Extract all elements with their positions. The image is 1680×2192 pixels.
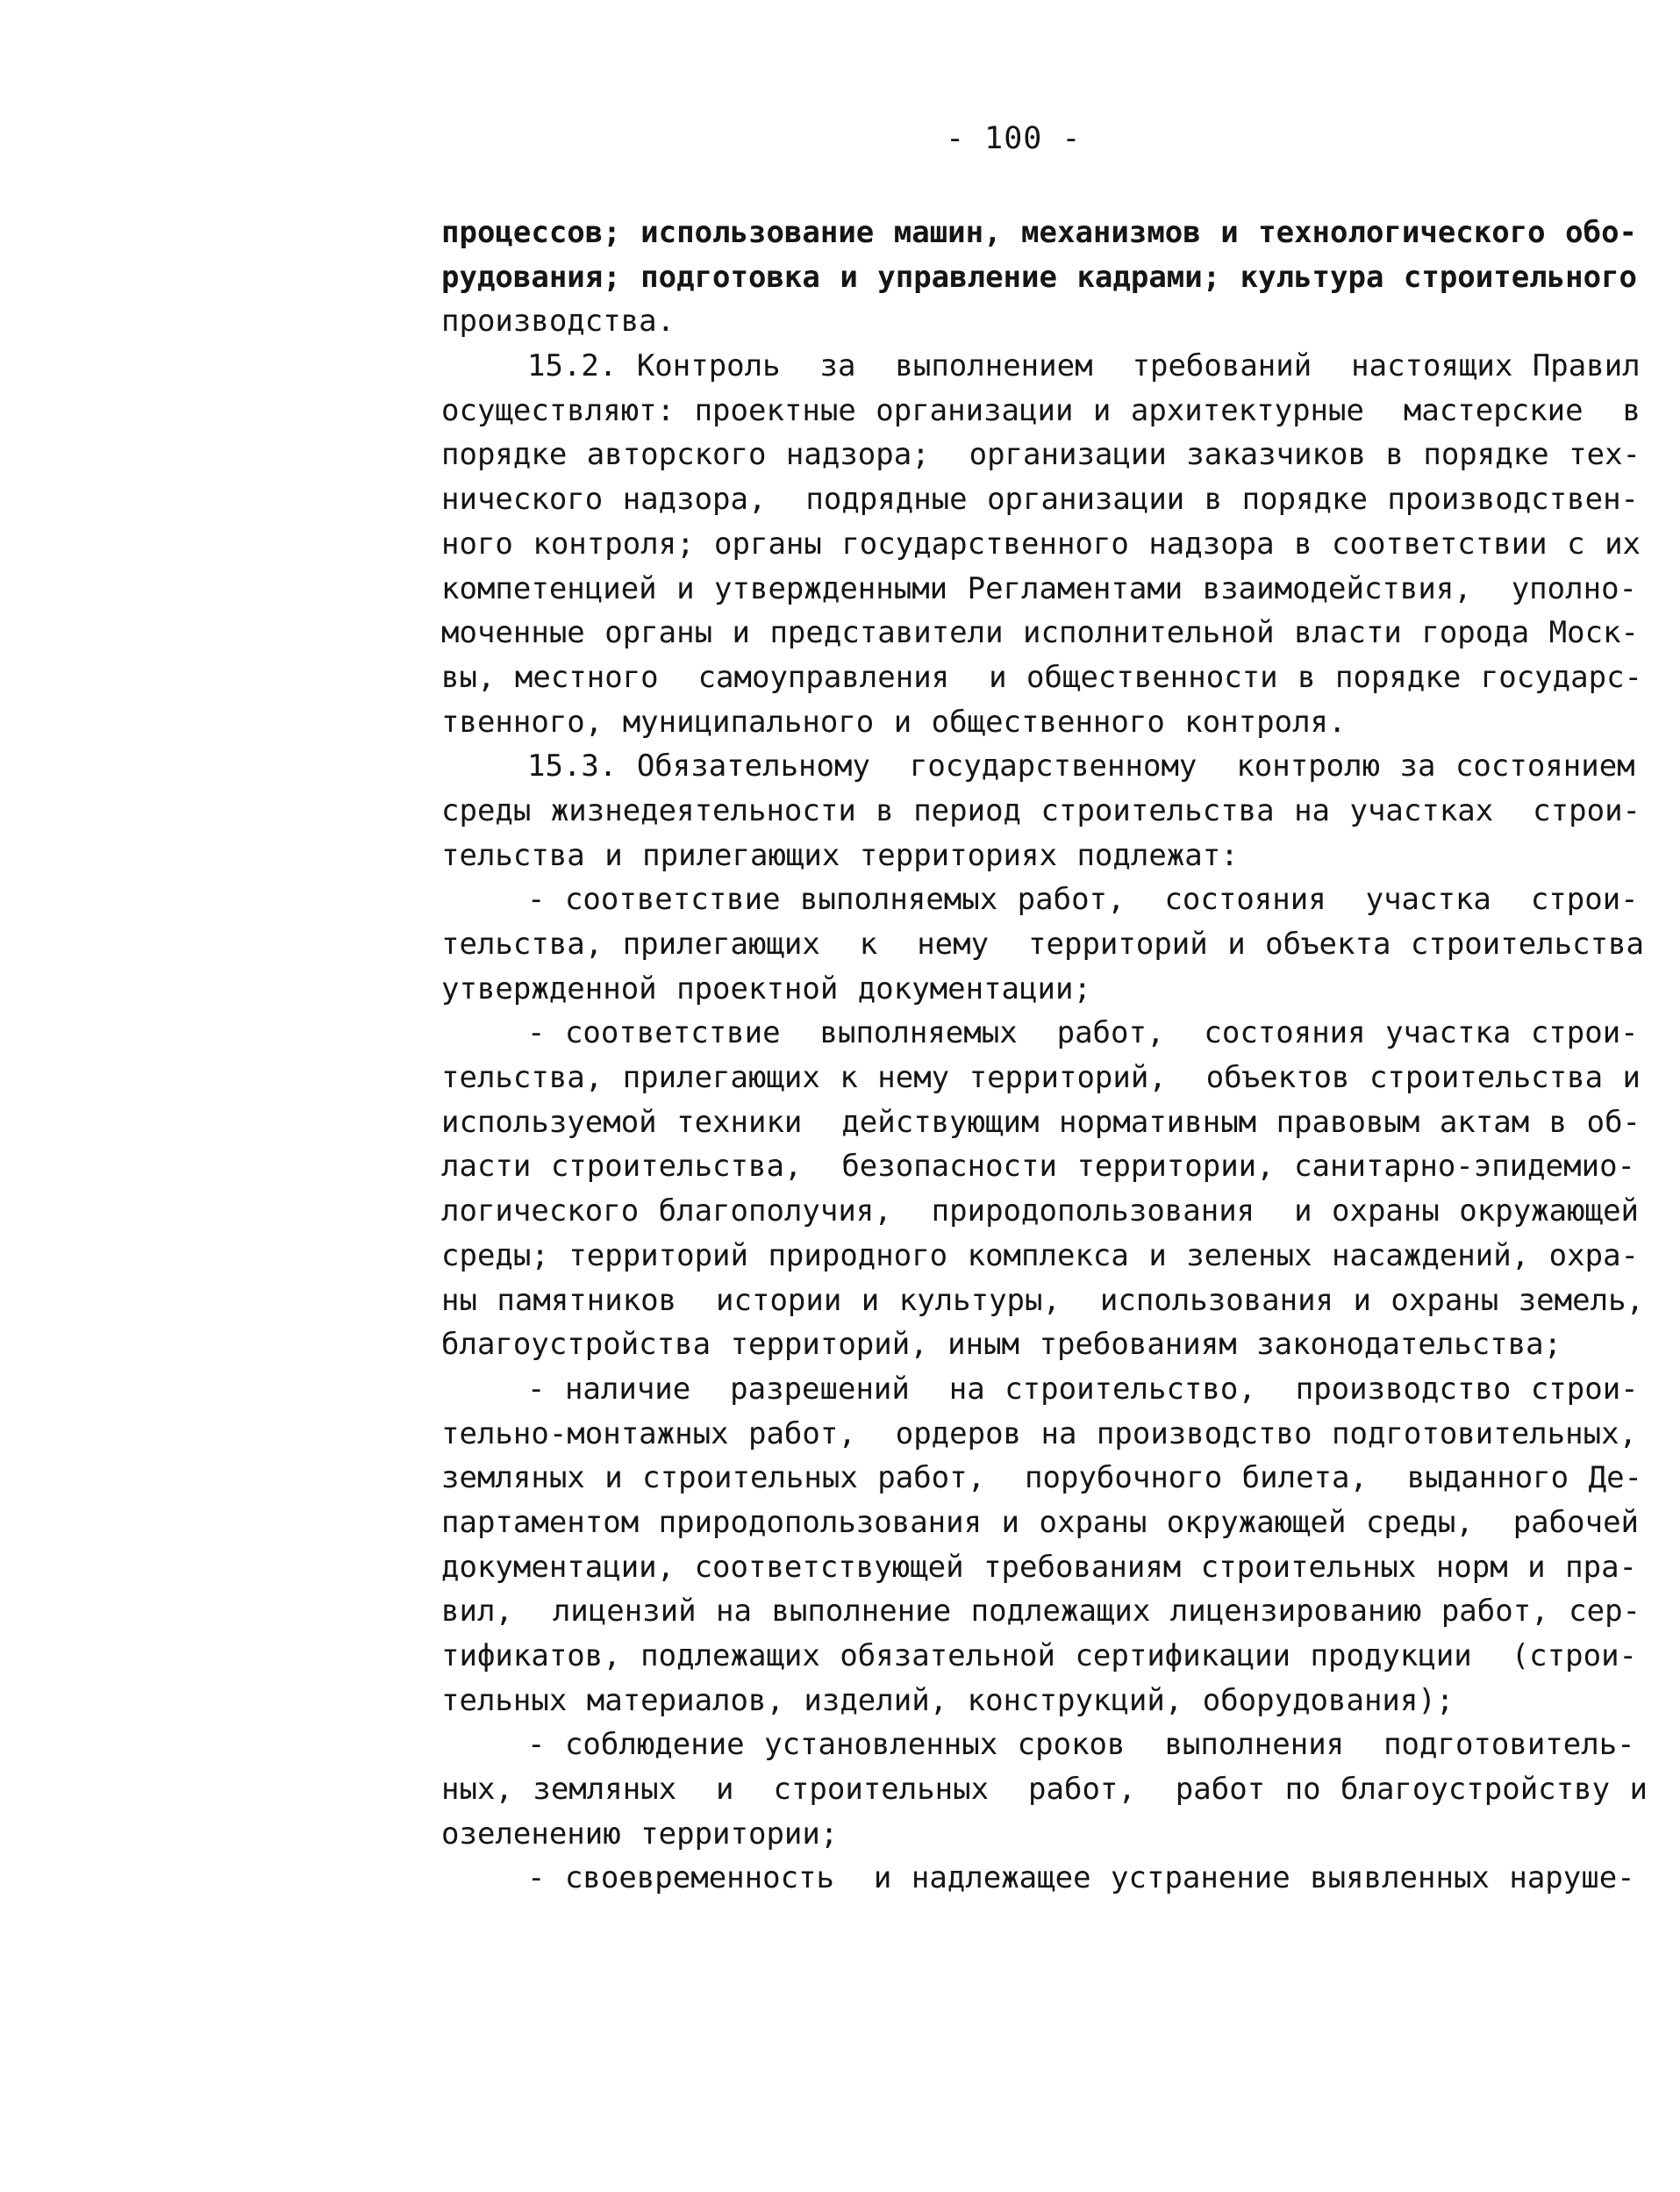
text-line: используемой техники действующим нормативным правовым актам в об-	[441, 1104, 1641, 1140]
text-line: ных, земляных и строительных работ, работ по благоустройству и	[441, 1772, 1648, 1808]
text-line: - соответствие выполняемых работ, состояния участка строи-	[527, 882, 1639, 918]
text-line: документации, соответствующей требованиям строительных норм и пра-	[441, 1549, 1638, 1585]
text-line: благоустройства территорий, иным требованиям законодательства;	[441, 1327, 1562, 1363]
page-number: - 100 -	[946, 121, 1082, 156]
text-line: твенного, муниципального и общественного контроля.	[441, 704, 1347, 740]
text-line: земляных и строительных работ, порубочного билета, выданного Де-	[441, 1460, 1643, 1496]
text-line: тельства и прилегающих территориях подлежат:	[441, 837, 1239, 873]
text-line: тельно-монтажных работ, ордеров на производство подготовительных,	[441, 1415, 1638, 1451]
text-line: утвержденной проектной документации;	[441, 971, 1091, 1006]
text-line: - соблюдение установленных сроков выполнения подготовитель-	[527, 1727, 1635, 1763]
text-line: - соответствие выполняемых работ, состояния участка строи-	[527, 1015, 1639, 1051]
text-line: процессов; использование машин, механизмов и технологического обо-	[441, 215, 1638, 250]
text-line: - своевременность и надлежащее устранение выявленных наруше-	[527, 1860, 1635, 1896]
text-line: осуществляют: проектные организации и архитектурные мастерские в	[441, 392, 1641, 428]
text-line: тельства, прилегающих к нему территорий, объектов строительства и	[441, 1060, 1641, 1096]
text-line: тельства, прилегающих к нему территорий и объекта строительства	[441, 927, 1645, 962]
text-line: среды жизнедеятельности в период строительства на участках строи-	[441, 792, 1641, 828]
text-line: 15.3. Обязательному государственному контролю за состоянием	[527, 749, 1635, 784]
text-line: 15.2. Контроль за выполнением требований настоящих Правил	[527, 348, 1641, 384]
text-line: моченные органы и представители исполнительной власти города Моск-	[441, 615, 1640, 651]
text-line: ласти строительства, безопасности территории, санитарно-эпидемио-	[441, 1149, 1636, 1185]
text-line: рудования; подготовка и управление кадрами; культура строительного	[441, 259, 1638, 295]
text-line: производства.	[441, 304, 676, 340]
text-line: логического благополучия, природопользования и охраны окружающей	[441, 1193, 1640, 1229]
text-line: тификатов, подлежащих обязательной сертификации продукции (строи-	[441, 1638, 1638, 1673]
text-line: озеленению территории;	[441, 1816, 839, 1852]
text-line: среды; территорий природного комплекса и зеленых насаждений, охра-	[441, 1237, 1640, 1273]
text-line: - наличие разрешений на строительство, производство строи-	[527, 1371, 1639, 1407]
text-line: нического надзора, подрядные организации в порядке производствен-	[441, 482, 1640, 518]
text-line: ного контроля; органы государственного надзора в соответствии с их	[441, 526, 1641, 562]
text-line: порядке авторского надзора; организации заказчиков в порядке тех-	[441, 437, 1641, 473]
body-text	[441, 211, 1648, 1901]
text-line: вы, местного самоуправления и общественности в порядке государс-	[441, 659, 1643, 695]
text-line: компетенцией и утвержденными Регламентами взаимодействия, уполно-	[441, 570, 1638, 606]
text-line: партаментом природопользования и охраны окружающей среды, рабочей	[441, 1504, 1640, 1540]
text-line: ны памятников истории и культуры, использования и охраны земель,	[441, 1282, 1645, 1318]
text-line: вил, лицензий на выполнение подлежащих лицензированию работ, сер-	[441, 1594, 1641, 1630]
text-line: тельных материалов, изделий, конструкций, оборудования);	[441, 1682, 1455, 1718]
